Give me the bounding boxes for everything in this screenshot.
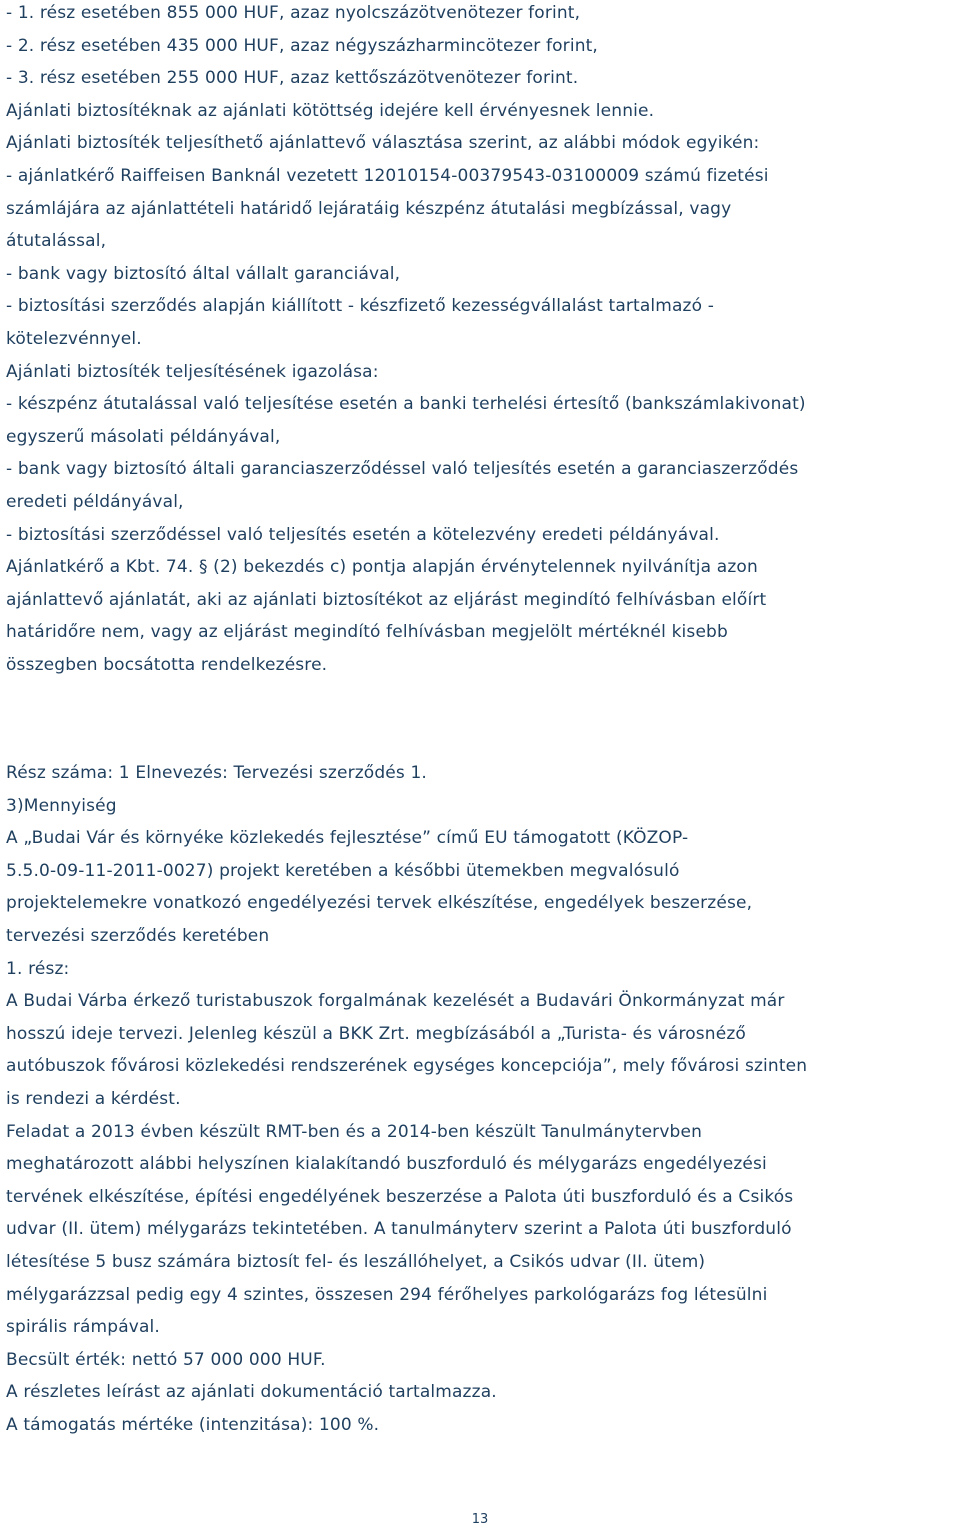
page-number: 13 [471, 1512, 489, 1527]
text-line: autóbuszok fővárosi közlekedési rendszerének egységes koncepciója”, mely fővárosi szinten [6, 1056, 808, 1077]
text-line: 1. rész: [6, 958, 70, 979]
text-line: - ajánlatkérő Raiffeisen Banknál vezetett 12010154-00379543-03100009 számú fizetési [6, 165, 769, 186]
text-line: - bank vagy biztosító általi garanciaszerződéssel való teljesítés esetén a garanciaszerződés [6, 459, 799, 480]
text-line: meghatározott alábbi helyszínen kialakítandó buszforduló és mélygarázs engedélyezési [6, 1154, 767, 1175]
text-line: tervének elkészítése, építési engedélyének beszerzése a Palota úti buszforduló és a Csikós [6, 1186, 794, 1207]
text-line: - 1. rész esetében 855 000 HUF, azaz nyolcszázötvenötezer forint, [6, 3, 581, 23]
text-line: - biztosítási szerződéssel való teljesítés esetén a kötelezvény eredeti példányával. [6, 524, 720, 545]
text-line: projektelemekre vonatkozó engedélyezési tervek elkészítése, engedélyek beszerzése, [6, 893, 753, 914]
lot-1-section [6, 757, 960, 1441]
text-line: - biztosítási szerződés alapján kiállított - készfizető kezességvállalást tartalmazó - [6, 296, 715, 317]
text-line: Feladat a 2013 évben készült RMT-ben és a 2014-ben készült Tanulmánytervben [6, 1121, 703, 1142]
lot-heading: Rész száma: 1 Elnevezés: Tervezési szerződés 1. [6, 763, 427, 783]
text-line: számlájára az ajánlattételi határidő lejáratáig készpénz átutalási megbízással, vagy [6, 198, 732, 219]
text-line: mélygarázzsal pedig egy 4 szintes, összesen 294 férőhelyes parkológarázs fog létesülni [6, 1284, 768, 1305]
text-line: - bank vagy biztosító által vállalt garanciával, [6, 263, 401, 284]
text-line: A „Budai Vár és környéke közlekedés fejlesztése” című EU támogatott (KÖZOP- [6, 828, 689, 849]
text-line: udvar (II. ütem) mélygarázs tekintetében. A tanulmányterv szerint a Palota úti buszforduló [6, 1219, 792, 1240]
bid-security-section [6, 0, 960, 681]
text-line: A Budai Várba érkező turistabuszok forgalmának kezelését a Budavári Önkormányzat már [6, 991, 785, 1012]
estimated-value: Becsült érték: nettó 57 000 000 HUF. [6, 1349, 326, 1370]
text-line: létesítése 5 busz számára biztosít fel- és leszállóhelyet, a Csikós udvar (II. ütem) [6, 1251, 706, 1272]
text-line: - 2. rész esetében 435 000 HUF, azaz négyszázharmincötezer forint, [6, 35, 598, 56]
text-line: ajánlattevő ajánlatát, aki az ajánlati biztosítékot az eljárást megindító felhívásban előírt [6, 589, 767, 610]
text-line: 5.5.0-09-11-2011-0027) projekt keretében a későbbi ütemekben megvalósuló [6, 860, 680, 881]
text-line: - készpénz átutalással való teljesítése esetén a banki terhelési értesítő (bankszámlakivonat) [6, 394, 806, 415]
text-line: - 3. rész esetében 255 000 HUF, azaz kettőszázötvenötezer forint. [6, 68, 579, 89]
text-line: határidőre nem, vagy az eljárást megindító felhívásban megjelölt mértéknél kisebb [6, 622, 728, 643]
text-line: spirális rámpával. [6, 1317, 160, 1338]
text-line: eredeti példányával, [6, 491, 184, 512]
text-line: Ajánlatkérő a Kbt. 74. § (2) bekezdés c) pontja alapján érvénytelennek nyilvánítja azon [6, 557, 758, 578]
text-line: tervezési szerződés keretében [6, 925, 270, 946]
text-line: Ajánlati biztosíték teljesítésének igazolása: [6, 361, 379, 382]
text-line: átutalással, [6, 231, 107, 252]
text-line: Ajánlati biztosítéknak az ajánlati kötöttség idejére kell érvényesnek lennie. [6, 100, 655, 121]
text-line: kötelezvénnyel. [6, 328, 142, 349]
text-line: A támogatás mértéke (intenzitása): 100 %. [6, 1414, 380, 1435]
text-line: egyszerű másolati példányával, [6, 426, 281, 447]
text-line: A részletes leírást az ajánlati dokumentáció tartalmazza. [6, 1382, 497, 1403]
text-line: hosszú ideje tervezi. Jelenleg készül a BKK Zrt. megbízásából a „Turista- és városnéző [6, 1023, 746, 1044]
text-line: is rendezi a kérdést. [6, 1088, 181, 1109]
text-line: 3)Mennyiség [6, 795, 117, 816]
text-line: összegben bocsátotta rendelkezésre. [6, 654, 328, 675]
text-line: Ajánlati biztosíték teljesíthető ajánlattevő választása szerint, az alábbi módok egyikén: [6, 133, 760, 154]
